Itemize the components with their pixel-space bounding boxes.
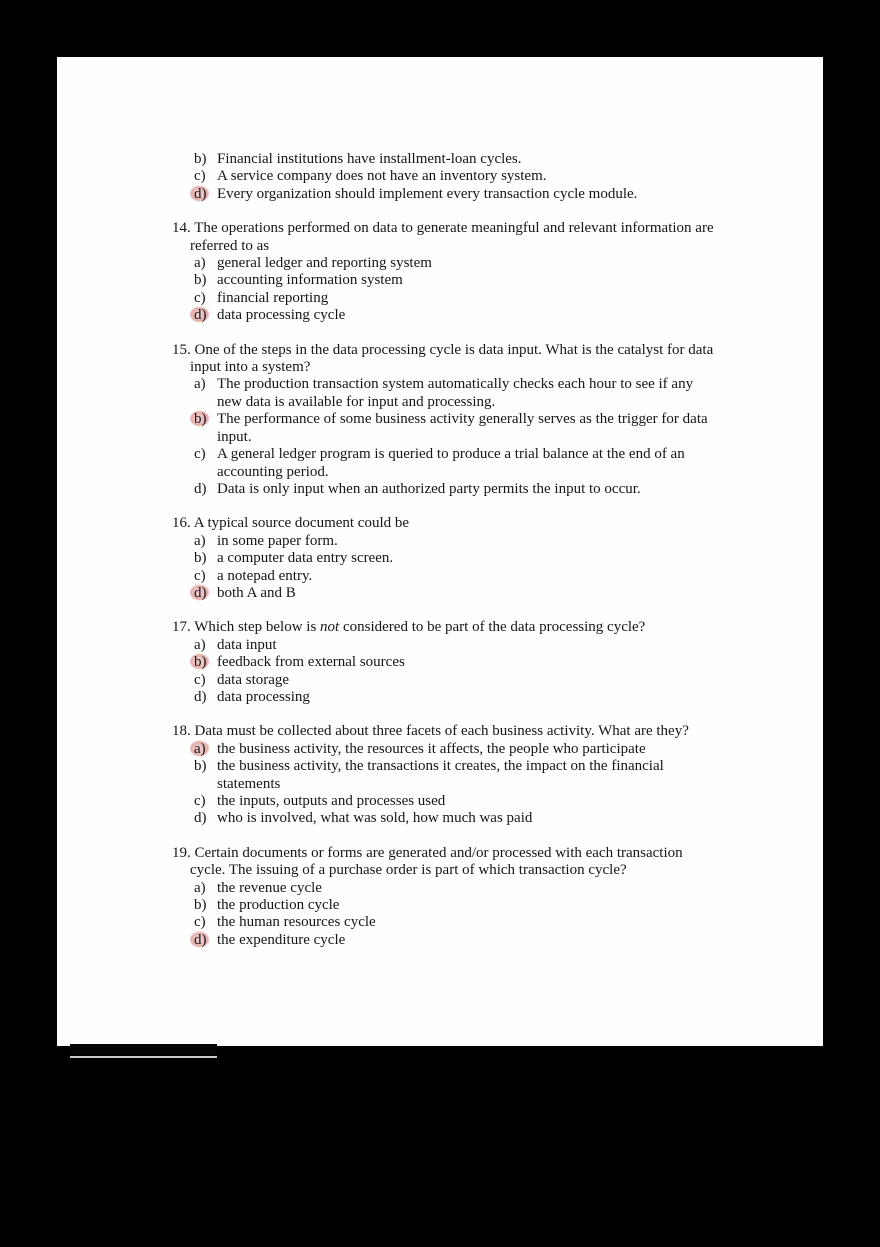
answer-option [194, 307, 717, 324]
answer-highlight-mark: b) [194, 411, 217, 428]
question-number: 14. [172, 220, 191, 237]
option-letter: b) [194, 272, 207, 289]
question-text-run: considered to be part of the data processing cycle? [339, 619, 646, 636]
option-letter: b) [194, 550, 207, 567]
answer-option [194, 186, 717, 203]
option-text: Data is only input when an authorized party permits the input to occur. [217, 480, 641, 497]
answer-option [194, 446, 717, 481]
question-text [172, 220, 717, 255]
option-text: data processing [217, 688, 310, 705]
option-letter: c) [194, 567, 206, 584]
option-text: the business activity, the transactions it creates, the impact on the financial statements [217, 758, 664, 792]
question-number: 15. [172, 341, 191, 358]
answer-option [194, 689, 717, 706]
question-number: 16. [172, 515, 191, 532]
option-text: the inputs, outputs and processes used [217, 793, 446, 809]
question-text [172, 515, 717, 532]
question-text-run: The operations performed on data to generate meaningful and relevant information are referred to as [190, 220, 714, 254]
answer-option [194, 585, 717, 602]
option-text: The performance of some business activity generally serves as the trigger for data input. [217, 411, 708, 445]
option-text: data input [217, 636, 277, 653]
option-text: Financial institutions have installment-loan cycles. [217, 151, 522, 167]
question-text-run: A typical source document could be [193, 515, 410, 532]
answer-highlight-mark: d) [194, 186, 217, 203]
option-text: in some paper form. [217, 532, 338, 549]
option-text: feedback from external sources [217, 654, 405, 671]
partial-question-options [172, 151, 717, 203]
answer-option [194, 550, 717, 567]
answer-option [194, 151, 717, 168]
question-number: 17. [172, 619, 191, 636]
option-letter: a) [194, 636, 206, 653]
quiz-content [172, 151, 717, 966]
question-block [172, 845, 717, 949]
option-text: financial reporting [217, 289, 329, 306]
option-letter: d) [194, 480, 207, 497]
option-text: a notepad entry. [217, 567, 313, 584]
answer-highlight-mark: d) [194, 932, 217, 949]
option-letter: c) [194, 168, 206, 185]
answer-highlight-mark: d) [194, 307, 217, 324]
option-text: accounting information system [217, 272, 403, 289]
answer-option [194, 168, 717, 185]
option-text: A service company does not have an inventory system. [217, 168, 547, 185]
answer-option [194, 411, 717, 446]
option-letter: c) [194, 914, 206, 931]
question-block [172, 342, 717, 499]
answer-option [194, 880, 717, 897]
answer-highlight-mark: b) [194, 654, 217, 671]
question-text [172, 342, 717, 377]
option-letter: c) [194, 793, 206, 809]
question-text [172, 845, 717, 880]
option-text: both A and B [217, 584, 296, 601]
option-text: data processing cycle [217, 307, 346, 324]
document-page [57, 57, 823, 1046]
answer-option [194, 533, 717, 550]
option-letter: a) [194, 879, 206, 896]
option-text: who is involved, what was sold, how much was paid [217, 810, 533, 827]
option-text: the expenditure cycle [217, 931, 346, 948]
answer-option [194, 568, 717, 585]
question-text-run: Data must be collected about three facets of each business activity. What are they? [194, 723, 689, 740]
answer-option [194, 481, 717, 498]
option-letter: d) [194, 688, 207, 705]
answer-highlight-mark: a) [194, 741, 217, 758]
question-text [172, 619, 717, 636]
answer-option [194, 932, 717, 949]
question-block [172, 220, 717, 324]
option-letter: a) [194, 532, 206, 549]
question-text-run: Certain documents or forms are generated and/or processed with each transaction cycle. The issuing of a purchase order is part of which transaction cycle? [190, 844, 683, 879]
question-text-run: Which step below is [194, 619, 321, 636]
option-letter: a) [194, 255, 206, 272]
option-text: the production cycle [217, 897, 340, 914]
option-letter: d) [194, 810, 207, 827]
answer-option [194, 758, 717, 793]
answer-option [194, 255, 717, 272]
option-letter: b) [194, 897, 207, 914]
option-text: The production transaction system automatically checks each hour to see if any new data is available for input and processing. [217, 376, 694, 410]
question-number: 19. [172, 844, 191, 861]
option-letter: b) [194, 758, 207, 775]
next-page-fragment-line [70, 1056, 217, 1058]
answer-option [194, 637, 717, 654]
option-letter: c) [194, 671, 206, 688]
question-block [172, 515, 717, 602]
option-text: data storage [217, 671, 290, 688]
answer-option [194, 897, 717, 914]
answer-option [194, 654, 717, 671]
option-text: Every organization should implement every transaction cycle module. [217, 185, 638, 202]
question-block [172, 619, 717, 706]
question-text-run: One of the steps in the data processing cycle is data input. What is the catalyst for data input into a system? [190, 341, 714, 376]
option-text: the business activity, the resources it affects, the people who participate [217, 740, 646, 757]
answer-option [194, 793, 717, 810]
option-text: the revenue cycle [217, 879, 322, 896]
question-text [172, 723, 717, 740]
option-text: A general ledger program is queried to produce a trial balance at the end of an accounting period. [217, 446, 685, 480]
answer-option [194, 810, 717, 827]
answer-option [194, 741, 717, 758]
answer-option [194, 914, 717, 931]
question-block [172, 723, 717, 827]
option-text: the human resources cycle [217, 914, 376, 931]
answer-option [194, 672, 717, 689]
answer-highlight-mark: d) [194, 585, 217, 602]
next-page-fragment-bar [70, 1044, 217, 1055]
answer-option [194, 376, 717, 411]
answer-option [194, 272, 717, 289]
option-text: a computer data entry screen. [217, 550, 394, 567]
option-letter: b) [194, 151, 207, 167]
option-text: general ledger and reporting system [217, 255, 432, 272]
answer-option [194, 290, 717, 307]
question-text-italic: not [320, 619, 340, 636]
option-letter: c) [194, 446, 206, 463]
question-number: 18. [172, 723, 191, 740]
option-letter: a) [194, 376, 206, 393]
option-letter: c) [194, 289, 206, 306]
